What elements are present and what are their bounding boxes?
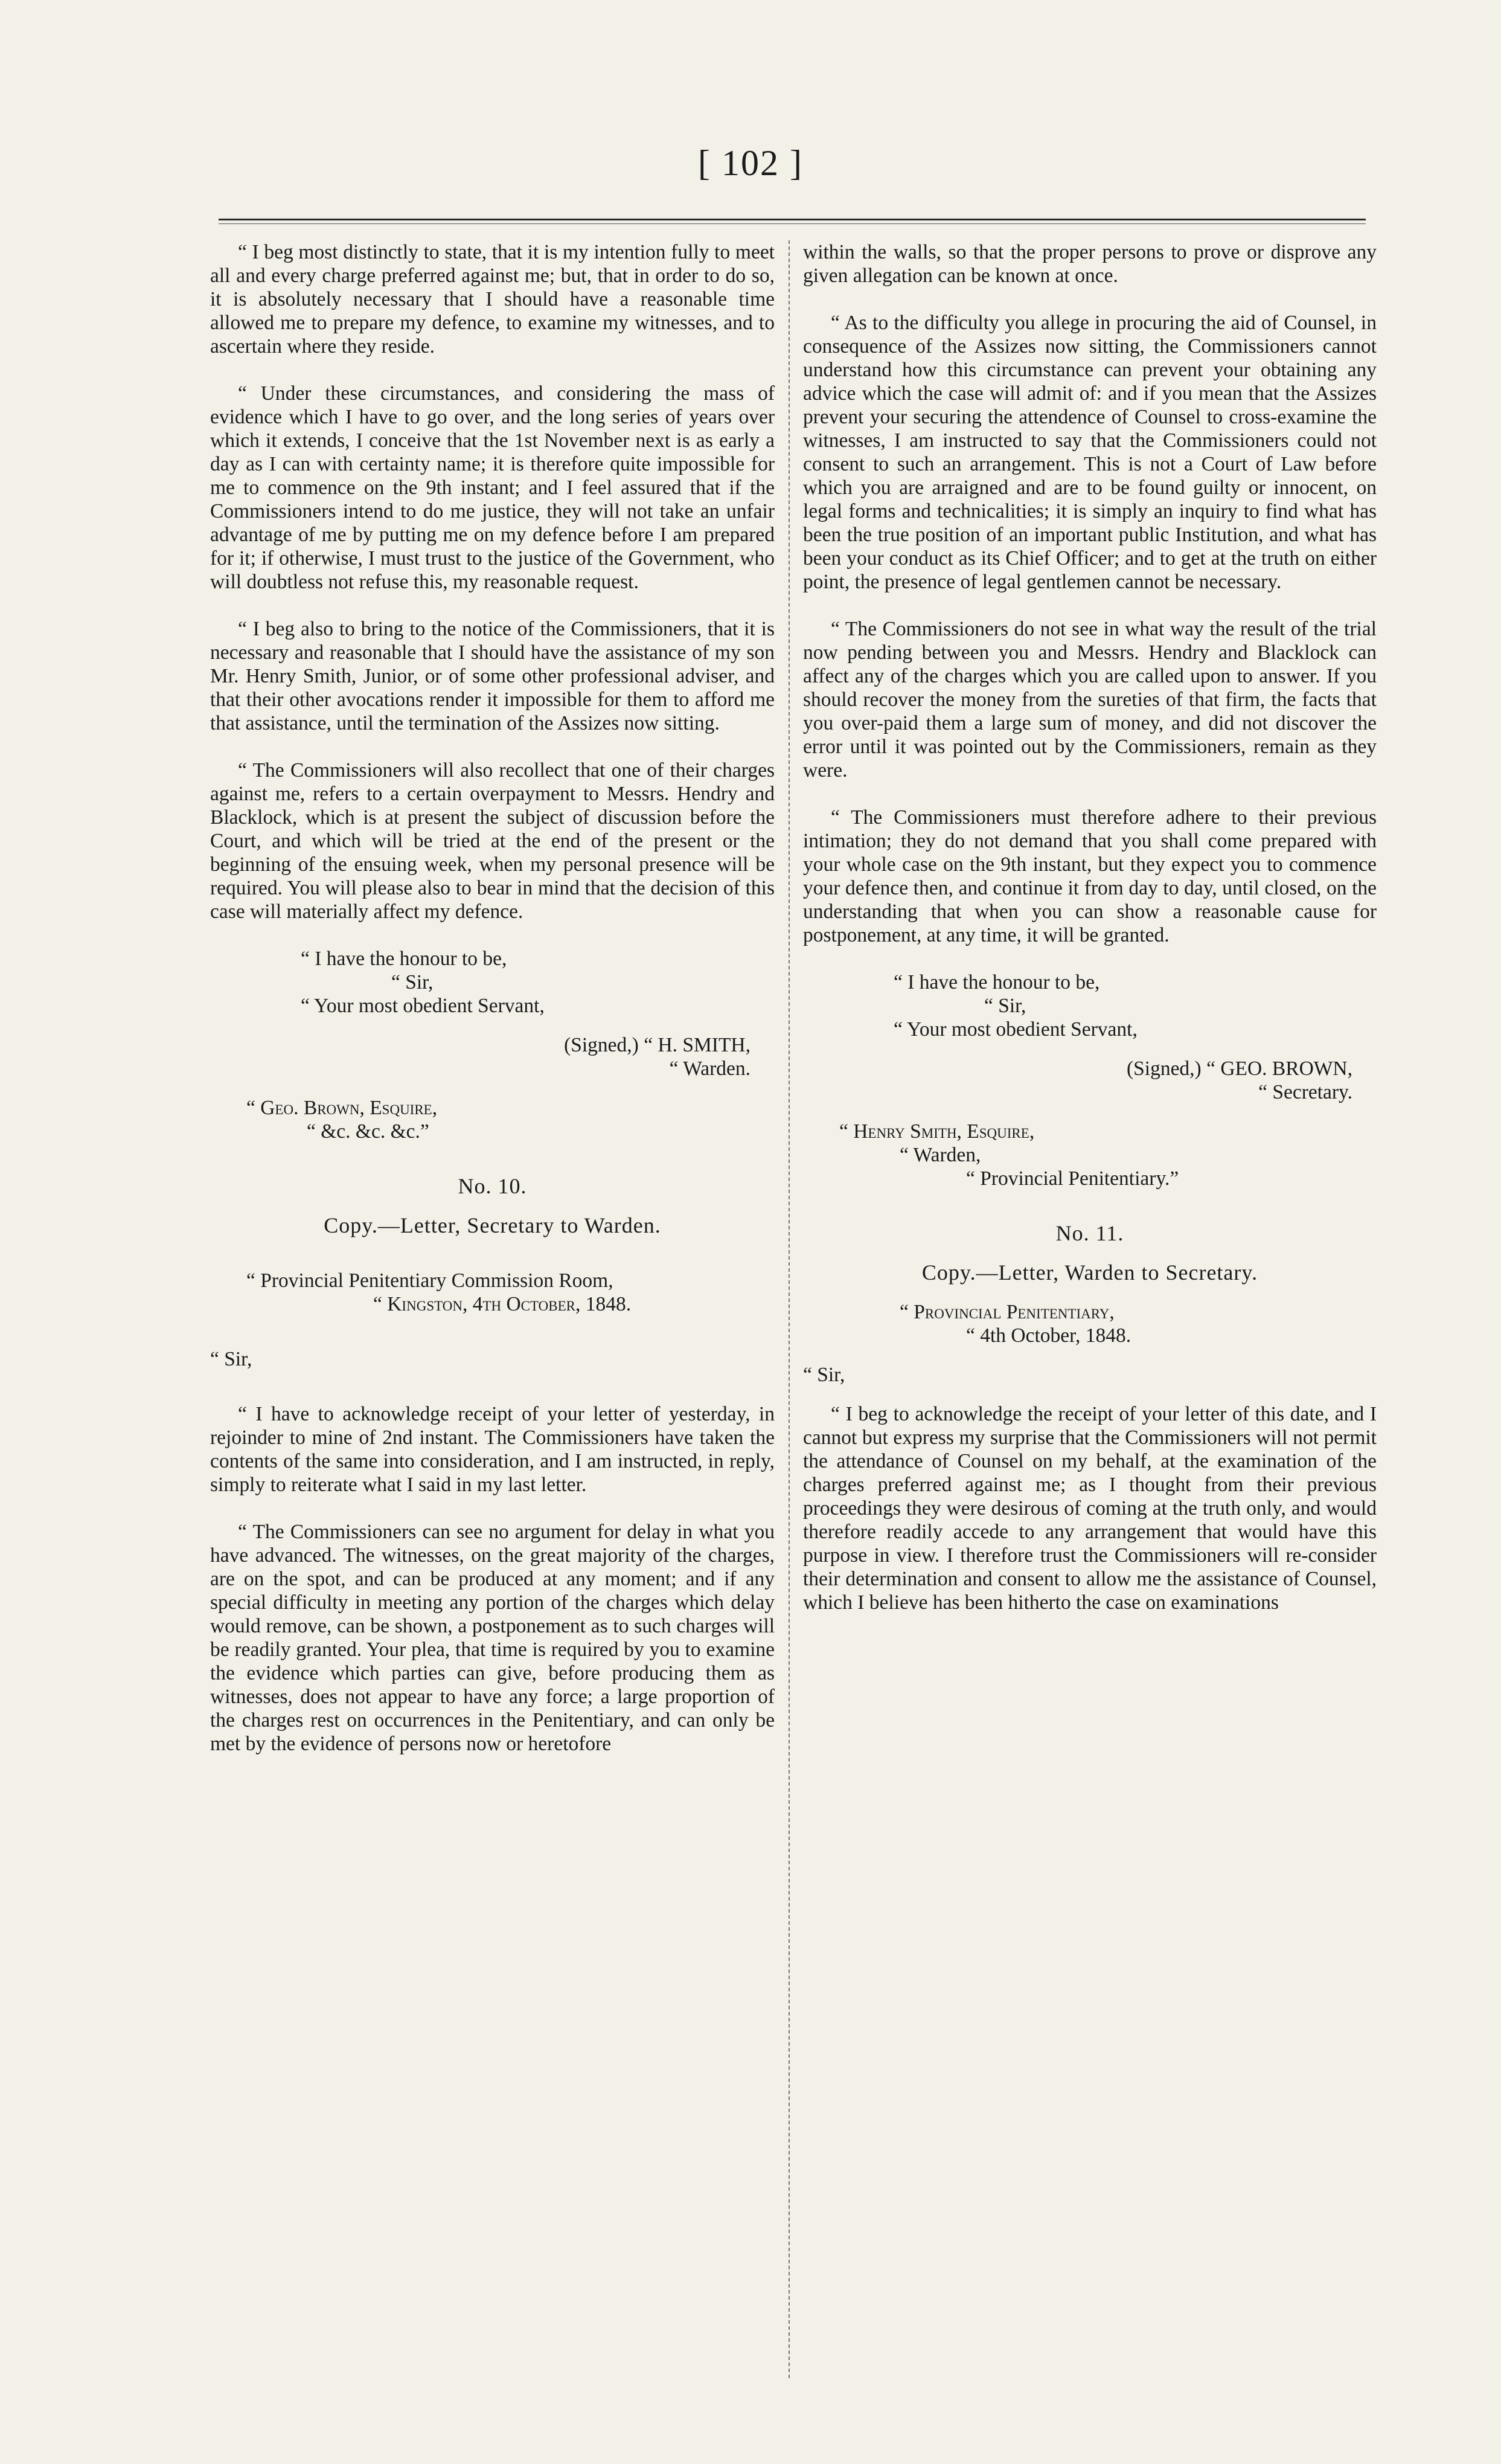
right-paragraph-5: “ I beg to acknowledge the receipt of your letter of this date, and I cannot but express my surprise that the Commissioners will not permit the attendance of Counsel on my behalf, at the examination of the charges preferred against me; as I thought from their previous proceedings they were desirous of coming at the truth only, and would therefore readily accede to any arrangement that would have this purpose in view. I therefore trust the Commissioners will re-consider their determination and consent to allow me the assistance of Counsel, which I believe has been hitherto the case on examinations (803, 1403, 1377, 1614)
right-paragraph-4: “ The Commissioners must therefore adhere to their previous intimation; they do not demand that you shall come prepared with your whole case on the 9th instant, but they expect you to commence your defence then, and continue it from day to day, until closed, on the understanding that when you can show a reasonable cause for postponement, at any time, it will be granted. (803, 806, 1377, 946)
column-divider (789, 240, 790, 2378)
closing-line-sir: “ Sir, (984, 995, 1026, 1017)
addressee-line-3: “ Provincial Penitentiary.” (966, 1167, 1179, 1190)
left-closing (210, 947, 775, 1018)
right-paragraph-3: “ The Commissioners do not see in what way the result of the trial now pending between you and Messrs. Hendry and Blacklock can affect any of the charges which you are called upon to answer. If you should recover the money from the sureties of that firm, the facts that you over-paid them a large sum of money, and did not discover the error until it was pointed out by the Commissioners, remain as they were. (803, 618, 1377, 781)
letter-number-10: No. 10. (458, 1174, 527, 1198)
addressee-line-1: “ Geo. Brown, Esquire, (246, 1097, 438, 1119)
place-line-2: “ Kingston, 4th October, 1848. (373, 1293, 632, 1315)
addressee-line-1: “ Henry Smith, Esquire, (839, 1120, 1035, 1143)
left-paragraph-1: “ I beg most distinctly to state, that it is my intention fully to meet all and every charge preferred against me; but, that in order to do so, it is absolutely necessary that I should have a reasonable time allowed me to prepare my defence, to examine my witnesses, and to ascertain where they reside. (210, 241, 775, 358)
right-column (803, 240, 1377, 1614)
signature-title-secretary: “ Secretary. (1258, 1081, 1352, 1103)
header-rule (219, 219, 1366, 220)
signature-brown: (Signed,) “ GEO. BROWN, (1126, 1057, 1352, 1080)
letter-number-11: No. 11. (1055, 1221, 1124, 1245)
closing-line-honour: “ I have the honour to be, (894, 971, 1100, 993)
closing-line-honour: “ I have the honour to be, (301, 948, 507, 970)
right-paragraph-1: within the walls, so that the proper persons to prove or disprove any given allegation can be known at once. (803, 241, 1377, 287)
closing-line-servant: “ Your most obedient Servant, (301, 995, 545, 1017)
closing-line-servant: “ Your most obedient Servant, (894, 1018, 1138, 1041)
right-closing (803, 971, 1377, 1041)
salutation-sir: “ Sir, (803, 1364, 845, 1386)
closing-line-sir: “ Sir, (391, 971, 434, 993)
left-column (210, 240, 775, 1756)
left-paragraph-3: “ I beg also to bring to the notice of the Commissioners, that it is necessary and reasonable that I should have the assistance of my son Mr. Henry Smith, Junior, or of some other professional adviser, and that their other avocations render it impossible for them to afford me that assistance, until the termination of the Assizes now sitting. (210, 618, 775, 734)
left-paragraph-2: “ Under these circumstances, and considering the mass of evidence which I have to go over, and the long series of years over which it extends, I conceive that the 1st November next is as early a day as I can with certainty name; it is therefore quite impossible for me to commence on the 9th instant; and I feel assured that if the Commissioners intend to do me justice, they will not take an unfair advantage of me by putting me on my defence before I am prepared for it; if otherwise, I must trust to the justice of the Government, who will doubtless not refuse this, my reasonable request. (210, 382, 775, 593)
addressee-line-2: “ &c. &c. &c.” (307, 1120, 429, 1143)
page-number: [ 102 ] (698, 143, 803, 183)
header-rule-thin (219, 223, 1366, 224)
addressee-line-2: “ Warden, (900, 1144, 981, 1166)
left-paragraph-5: “ I have to acknowledge receipt of your letter of yesterday, in rejoinder to mine of 2nd instant. The Commissioners have taken the contents of the same into consideration, and I am instructed, in reply, simply to reiterate what I said in my last letter. (210, 1403, 775, 1496)
place-line-2: “ 4th October, 1848. (966, 1324, 1131, 1347)
right-paragraph-2: “ As to the difficulty you allege in procuring the aid of Counsel, in consequence of the Assizes now sitting, the Commissioners cannot understand how this circumstance can prevent your obtaining any advice which the case will admit of: and if you mean that the Assizes prevent your securing the attendence of Counsel to cross-examine the witnesses, I am instructed to say that the Commissioners could not consent to such an arrangement. This is not a Court of Law before which you are arraigned and are to be found guilty or innocent, on legal forms and technicalities; it is simply an inquiry to find what has been the true position of an important public Institution, and what has been your conduct as its Chief Officer; and to get at the truth on either point, the presence of legal gentlemen cannot be necessary. (803, 312, 1377, 593)
signature-smith: (Signed,) “ H. SMITH, (564, 1034, 751, 1056)
left-paragraph-4: “ The Commissioners will also recollect that one of their charges against me, refers to a certain overpayment to Messrs. Hendry and Blacklock, which is at present the subject of discussion before the Court, and which will be tried at the end of the present or the beginning of the ensuing week, when my personal presence will be required. You will please also to bear in mind that the decision of this case will materially affect my defence. (210, 759, 775, 923)
place-line-1: “ Provincial Penitentiary, (900, 1301, 1115, 1323)
signature-title-warden: “ Warden. (669, 1057, 751, 1080)
place-line-1: “ Provincial Penitentiary Commission Room, (246, 1269, 613, 1292)
copy-title-10: Copy.—Letter, Secretary to Warden. (324, 1213, 661, 1237)
copy-title-11: Copy.—Letter, Warden to Secretary. (921, 1260, 1258, 1285)
left-paragraph-6: “ The Commissioners can see no argument for delay in what you have advanced. The witnesses, on the great majority of the charges, are on the spot, and can be produced at any moment; and if any special difficulty in meeting any portion of the charges which delay would remove, can be shown, a postponement as to such charges will be readily granted. Your plea, that time is required by you to examine the evidence which parties can give, before producing them as witnesses, does not appear to have any force; a large proportion of the charges rest on occurrences in the Penitentiary, and can only be met by the evidence of persons now or heretofore (210, 1521, 775, 1755)
salutation-sir: “ Sir, (210, 1348, 252, 1370)
